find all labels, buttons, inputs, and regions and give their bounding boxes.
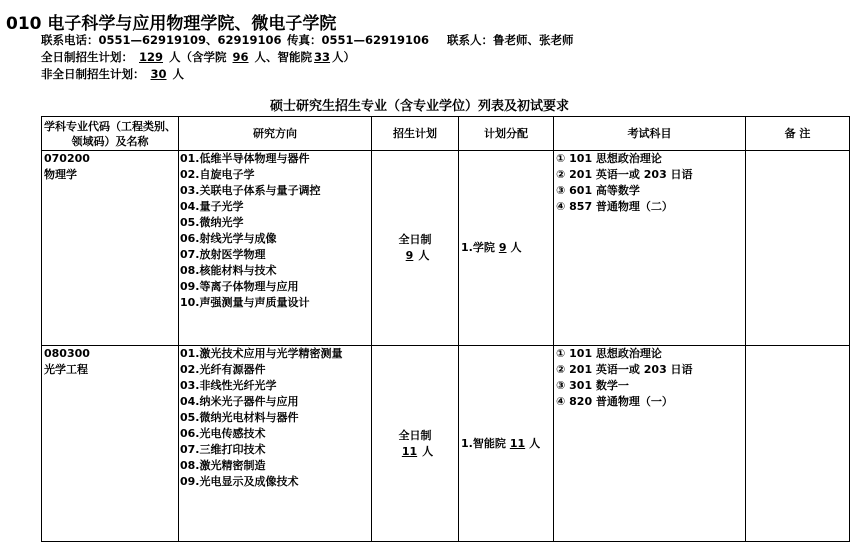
plan-number: 11 [401, 444, 418, 458]
plan-number: 9 [405, 249, 414, 262]
exam-cell [554, 151, 746, 346]
plan-label: 全日制 [398, 428, 432, 442]
col-header-exam: 考试科目 [554, 117, 746, 151]
distribution-prefix: 1.学院 [461, 241, 495, 254]
fax-value: 0551—62919106 [321, 33, 430, 47]
remark-cell [746, 151, 850, 346]
exam-item: ④ 820 普通物理（一） [556, 395, 673, 408]
distribution-unit: 人 [510, 241, 522, 254]
exam-item: ③ 301 数学一 [556, 379, 629, 392]
parttime-suffix: 人 [172, 67, 185, 81]
direction-item: 06.射线光学与成像 [180, 232, 277, 245]
direction-item: 01.激光技术应用与光学精密测量 [180, 347, 343, 360]
direction-item: 06.光电传感技术 [180, 427, 266, 440]
page-title: 010 电子科学与应用物理学院、微电子学院 [6, 14, 337, 34]
fulltime-college: 96 [232, 50, 249, 64]
fulltime-plan-line [41, 49, 355, 65]
direction-item: 02.自旋电子学 [180, 168, 255, 181]
distribution-prefix: 1.智能院 [461, 436, 506, 450]
fax-line [287, 32, 429, 48]
table-row [42, 151, 850, 346]
direction-item: 10.声强测量与声质量设计 [180, 296, 310, 309]
table-title: 硕士研究生招生专业（含专业学位）列表及初试要求 [270, 99, 570, 114]
table-header-row [42, 117, 850, 151]
direction-item: 01.低维半导体物理与器件 [180, 152, 310, 165]
plan-unit: 人 [422, 444, 434, 458]
direction-item: 07.三维打印技术 [180, 443, 266, 456]
phone-label: 联系电话： [41, 33, 99, 47]
contact-value: 鲁老师、张老师 [493, 33, 574, 47]
remark-cell [746, 346, 850, 542]
direction-item: 05.微纳光学 [180, 216, 244, 229]
exam-item: ④ 857 普通物理（二） [556, 200, 673, 213]
col-header-direction: 研究方向 [179, 117, 372, 151]
direction-item: 03.关联电子体系与量子调控 [180, 184, 321, 197]
col-header-code: 学科专业代码（工程类别、领域码）及名称 [42, 117, 179, 151]
direction-item: 09.等离子体物理与应用 [180, 280, 299, 293]
admission-table [41, 116, 850, 542]
exam-cell [554, 346, 746, 542]
direction-item: 05.微纳光电材料与器件 [180, 411, 299, 424]
exam-item: ① 101 思想政治理论 [556, 347, 662, 360]
plan-unit: 人 [418, 249, 430, 262]
plan-cell [372, 346, 459, 542]
distribution-cell [459, 151, 554, 346]
distribution-unit: 人 [529, 436, 541, 450]
direction-item: 04.纳米光子器件与应用 [180, 395, 299, 408]
distribution-number: 9 [498, 241, 507, 254]
fax-label: 传真： [287, 33, 322, 47]
major-code: 070200 [44, 152, 90, 165]
direction-cell [179, 151, 372, 346]
exam-item: ③ 601 高等数学 [556, 184, 640, 197]
plan-cell [372, 151, 459, 346]
parttime-prefix: 非全日制招生计划： [41, 67, 145, 81]
col-header-remark: 备 注 [746, 117, 850, 151]
direction-item: 08.核能材料与技术 [180, 264, 277, 277]
direction-item: 07.放射医学物理 [180, 248, 266, 261]
exam-item: ② 201 英语一或 203 日语 [556, 168, 693, 181]
fulltime-mid2: 人、智能院 [254, 50, 313, 64]
exam-item: ① 101 思想政治理论 [556, 152, 662, 165]
contact-person-line [447, 32, 574, 48]
distribution-cell [459, 346, 554, 542]
parttime-total: 30 [150, 67, 167, 81]
direction-item: 03.非线性光纤光学 [180, 379, 277, 392]
exam-item: ② 201 英语一或 203 日语 [556, 363, 693, 376]
major-code: 080300 [44, 347, 90, 360]
contact-line [41, 32, 282, 48]
major-cell [42, 346, 179, 542]
parttime-plan-line [41, 66, 184, 82]
col-header-distribution: 计划分配 [459, 117, 554, 151]
major-cell [42, 151, 179, 346]
major-name: 光学工程 [44, 363, 88, 376]
col-header-plan: 招生计划 [372, 117, 459, 151]
plan-label: 全日制 [398, 233, 432, 246]
distribution-number: 11 [509, 436, 526, 450]
major-name: 物理学 [44, 168, 77, 181]
direction-cell [179, 346, 372, 542]
direction-item: 09.光电显示及成像技术 [180, 475, 299, 488]
fulltime-intel: 33 [314, 50, 331, 64]
direction-item: 02.光纤有源器件 [180, 363, 266, 376]
fulltime-total: 129 [139, 50, 164, 64]
direction-item: 04.量子光学 [180, 200, 244, 213]
fulltime-suffix: 人） [332, 50, 356, 64]
fulltime-mid1: 人（含学院 [169, 50, 227, 64]
table-row [42, 346, 850, 542]
contact-label: 联系人： [447, 33, 493, 47]
phone-value: 0551—62919109、62919106 [98, 33, 282, 47]
fulltime-prefix: 全日制招生计划： [41, 50, 133, 64]
direction-item: 08.激光精密制造 [180, 459, 266, 472]
